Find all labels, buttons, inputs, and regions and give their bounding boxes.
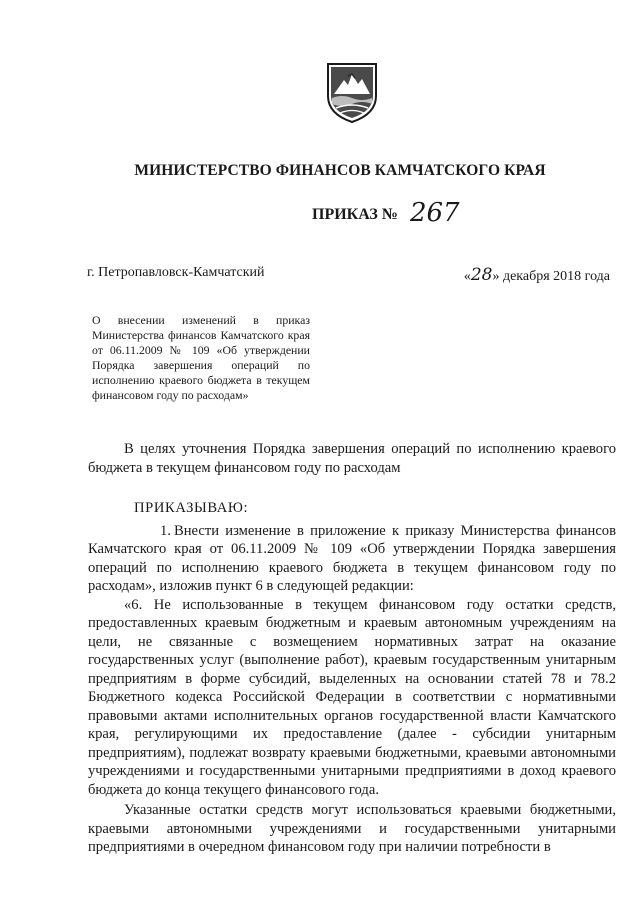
date-day-handwritten: 28 [470,265,493,285]
place-of-issue: г. Петропавловск-Камчатский [87,265,265,280]
preamble-paragraph: В целях уточнения Порядка завершения операций по исполнению краевого бюджета в текущем финансовом году по расходам [88,441,616,476]
order-number-handwritten: 267 [409,198,460,228]
item-1-paragraph [88,522,616,596]
order-keyword: ПРИКАЗЫВАЮ: [134,500,249,516]
order-heading [312,196,460,226]
item-1-text: Внести изменение в приложение к приказу Министерства финансов Камчатского края от 06.11.2009 № 109 «Об утверждении Порядка завершения операций по исполнению краевого бюджета в текущем финансовом году по расходам», изложив пункт 6 в следующей редакции: [88,522,616,594]
continuation-paragraph: Указанные остатки средств могут использоваться краевыми бюджетными, краевыми автономными учреждениями и государственными унитарными предприятиями в очередном финансовом году при наличии потребности в [88,802,616,855]
item-1-number: 1. [160,522,171,539]
order-body [88,440,616,857]
quoted-clause-6: «6. Не использованные в текущем финансовом году остатки средств, предоставленных краевым бюджетным и краевым автономным учреждениям на цели, не связанные с возмещением нормативных затрат на оказание государственных услуг (выполнение работ), краевым государственным унитарным предприятиям в форме субсидий, выделенных на основании статей 78 и 78.2 Бюджетного кодекса Российской Федерации в соответствии с нормативными правовыми актами исполнительных органов государственной власти Камчатского края, регулирующими их предоставление (далее - субсидии унитарным предприятиям), подлежат возврату краевыми бюджетными, краевыми автономными учреждениями и государственными унитарными предприятиями в доход краевого бюджета до конца текущего финансового года. [88,596,616,798]
kamchatka-coat-of-arms [322,60,382,124]
date-open-quote: « [463,269,471,284]
order-subject: О внесении изменений в приказ Министерства финансов Камчатского края от 06.11.2009 № 109 «Об утверждении Порядка завершения операций по исполнению краевого бюджета в текущем финансовом году по расходам» [92,313,310,402]
order-date [464,265,610,285]
ministry-title: МИНИСТЕРСТВО ФИНАНСОВ КАМЧАТСКОГО КРАЯ [134,162,546,179]
order-label: ПРИКАЗ № [312,206,398,223]
date-rest: » декабря 2018 года [492,269,610,284]
